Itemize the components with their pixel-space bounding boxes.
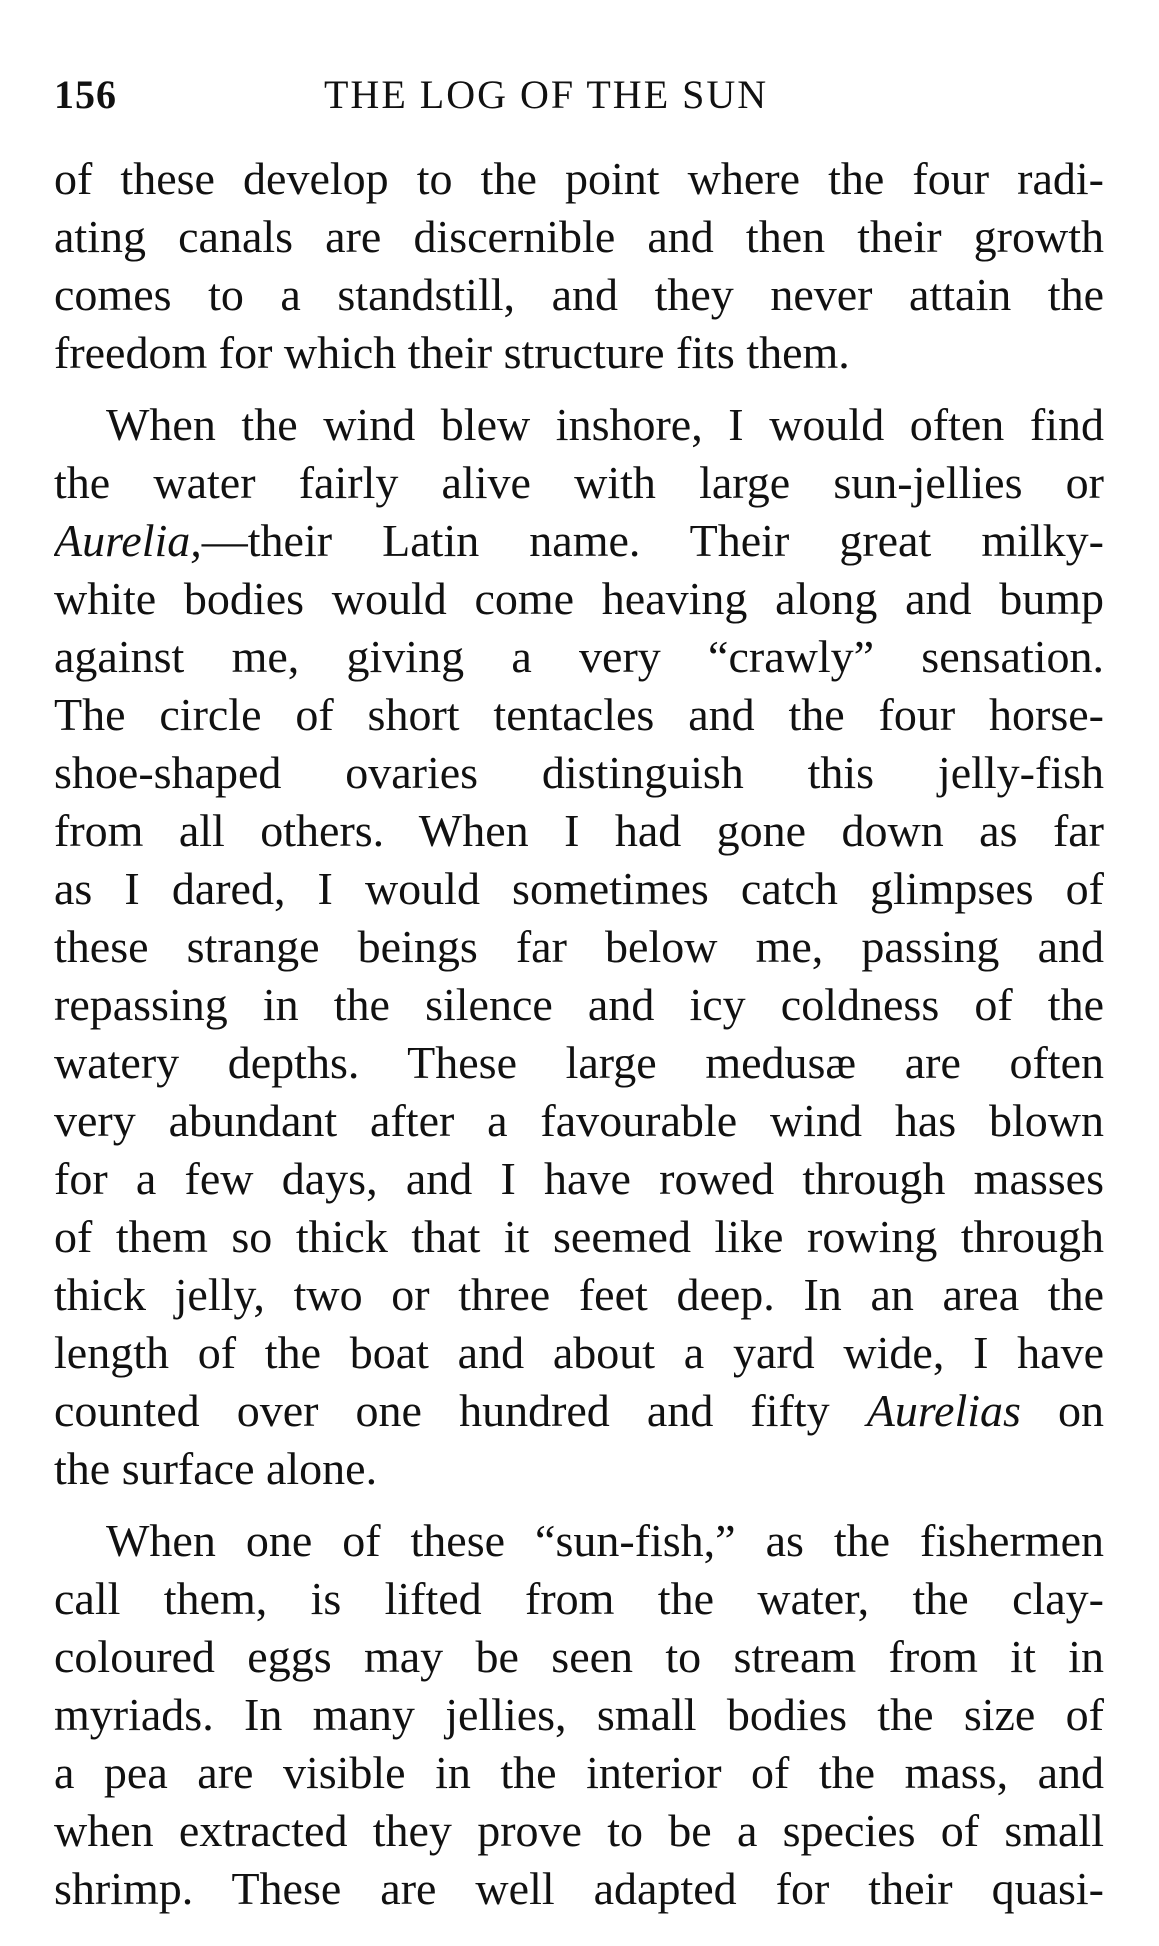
text-line: call them, is lifted from the water, the clay-	[54, 1573, 1104, 1624]
text-line: repassing in the silence and icy coldness of the	[54, 979, 1104, 1030]
text-line: the surface alone.	[54, 1443, 378, 1494]
text-line: ating canals are discernible and then their growth	[54, 211, 1104, 262]
text-line: coloured eggs may be seen to stream from it in	[54, 1631, 1104, 1682]
text-line: for a few days, and I have rowed through masses	[54, 1153, 1104, 1204]
text-line	[54, 1382, 1104, 1440]
text-line: The circle of short tentacles and the four horse-	[54, 689, 1104, 740]
text-line: myriads. In many jellies, small bodies the size of	[54, 1689, 1104, 1740]
text-line: white bodies would come heaving along and bump	[54, 573, 1104, 624]
text-line: watery depths. These large medusæ are often	[54, 1037, 1104, 1088]
text-line: shrimp. These are well adapted for their quasi-	[54, 1863, 1104, 1914]
italic-term: Aurelia,	[54, 515, 202, 566]
paragraph-gap	[54, 1498, 1104, 1512]
text-line: length of the boat and about a yard wide, I have	[54, 1327, 1104, 1378]
text-line: the water fairly alive with large sun-jellies or	[54, 457, 1104, 508]
text-line: from all others. When I had gone down as far	[54, 805, 1104, 856]
text-line: these strange beings far below me, passing and	[54, 921, 1104, 972]
text-line: a pea are visible in the interior of the mass, and	[54, 1747, 1104, 1798]
text-line: as I dared, I would sometimes catch glimpses of	[54, 863, 1104, 914]
text-fragment: on	[1020, 1385, 1104, 1436]
page-number: 156	[54, 72, 117, 117]
text-line: When the wind blew inshore, I would often find	[106, 399, 1104, 450]
text-line: thick jelly, two or three feet deep. In an area the	[54, 1269, 1104, 1320]
text-line: When one of these “sun-fish,” as the fishermen	[106, 1515, 1104, 1566]
running-title: THE LOG OF THE SUN	[324, 72, 769, 117]
text-line: very abundant after a favourable wind has blown	[54, 1095, 1104, 1146]
text-fragment: —their Latin name. Their great milky-	[201, 515, 1104, 566]
text-line: shoe-shaped ovaries distinguish this jelly-fish	[54, 747, 1104, 798]
running-head	[54, 70, 1104, 120]
text-line: comes to a standstill, and they never attain the	[54, 269, 1104, 320]
text-fragment: counted over one hundred and fifty	[54, 1385, 867, 1436]
text-line	[54, 512, 1104, 570]
italic-term: Aurelias	[866, 1385, 1021, 1436]
text-line: when extracted they prove to be a species of small	[54, 1805, 1104, 1856]
body-text	[54, 150, 1104, 1918]
text-line: against me, giving a very “crawly” sensation.	[54, 631, 1104, 682]
text-line: freedom for which their structure fits them.	[54, 327, 850, 378]
text-line: of these develop to the point where the four radi-	[54, 153, 1104, 204]
text-line: of them so thick that it seemed like rowing through	[54, 1211, 1104, 1262]
paragraph-gap	[54, 382, 1104, 396]
